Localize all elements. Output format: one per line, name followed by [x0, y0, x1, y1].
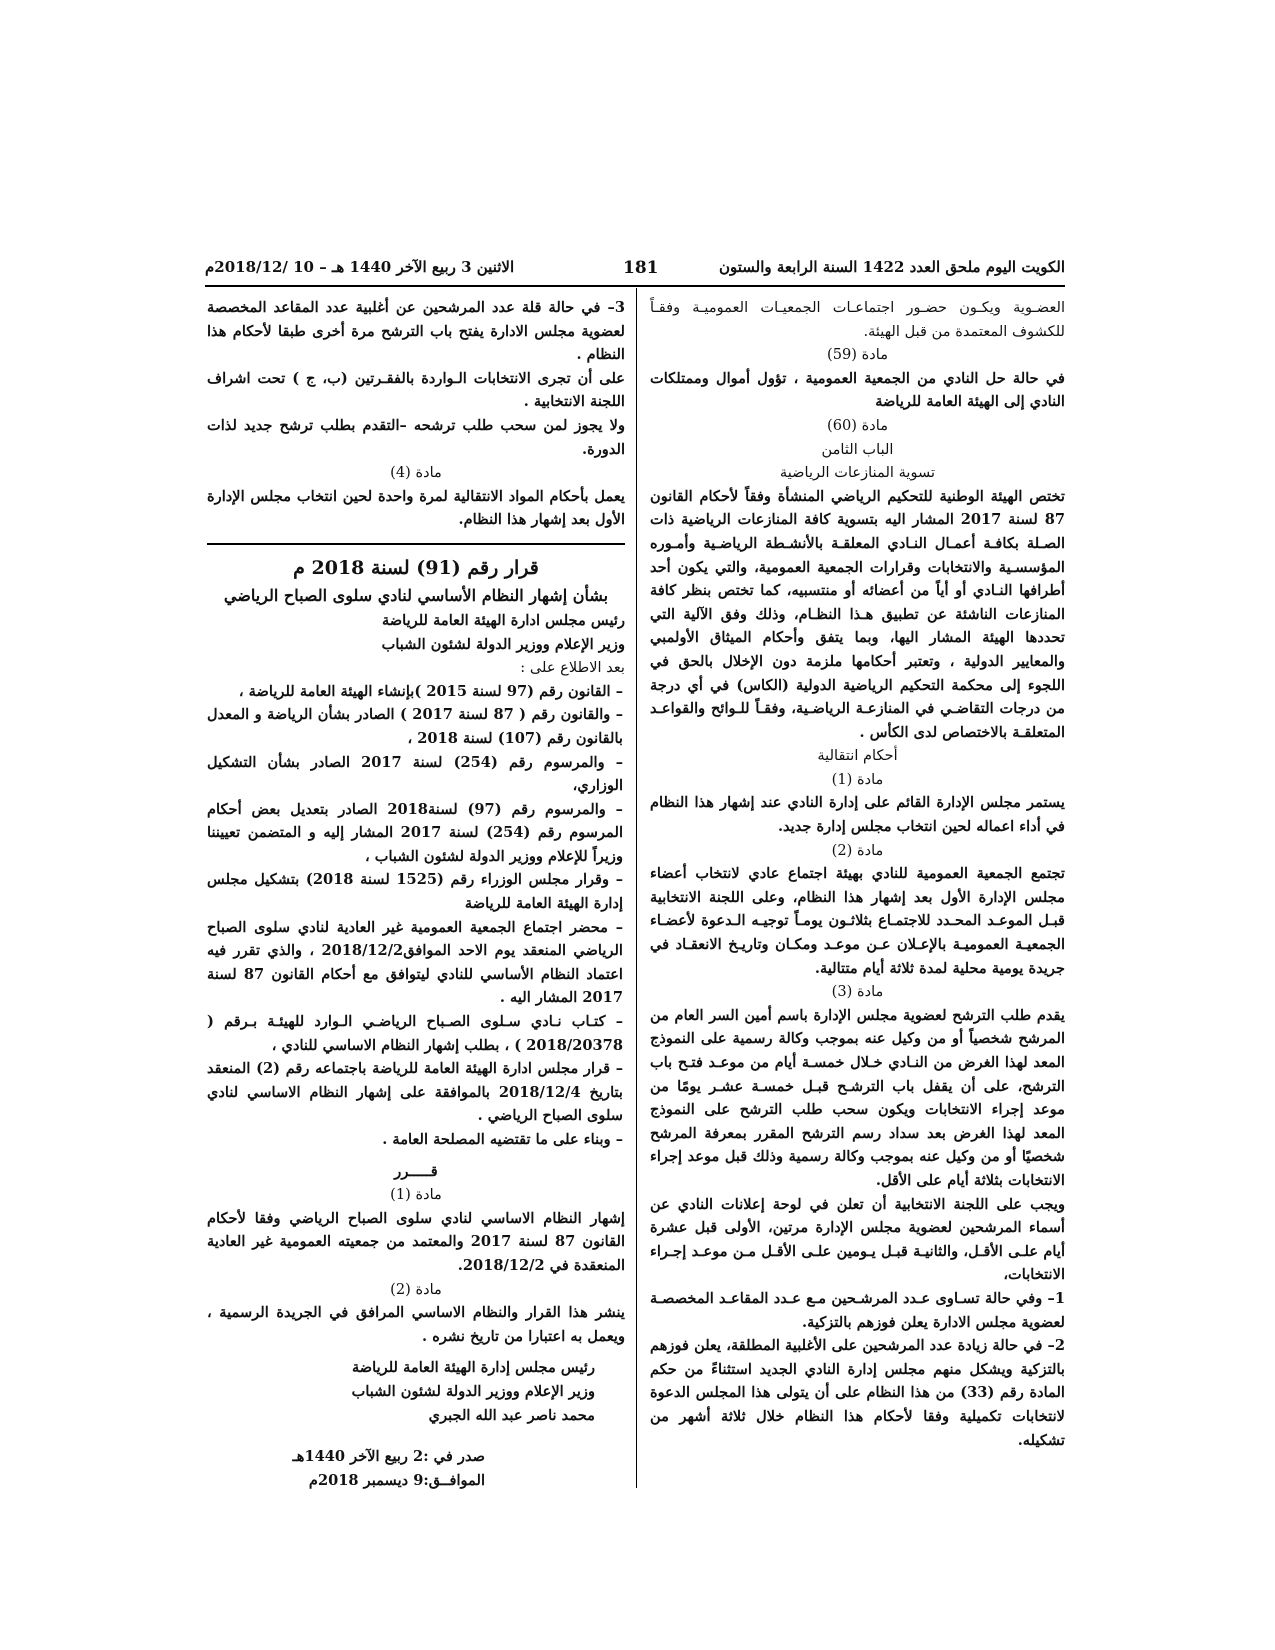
list-item: – والمرسوم رقم (254) لسنة 2017 الصادر بشأن التشكيل الوزاري،: [207, 753, 624, 795]
paragraph: يستمر مجلس الإدارة القائم على إدارة النادي عند إشهار هذا النظام في أداء اعماله لحين انتخاب مجلس إدارة جديد.: [650, 794, 1065, 836]
list-item: – القانون رقم (97 لسنة 2015 )بإنشاء الهيئة العامة للرياضة ،: [238, 682, 623, 700]
list-item: – وقرار مجلس الوزراء رقم (1525 لسنة 2018) بتشكيل مجلس إدارة الهيئة العامة للرياضة: [207, 871, 623, 913]
article-heading: مادة (59): [826, 346, 889, 364]
issuer-line: رئيس مجلس ادارة الهيئة العامة للرياضة: [381, 611, 625, 629]
issuer-line: وزير الإعلام ووزير الدولة لشئون الشباب: [381, 635, 625, 653]
header-date: الاثنين 3 ربيع الآخر 1440 هـ – 10 /2018/12م: [205, 258, 515, 276]
signature-line: رئيس مجلس إدارة الهيئة العامة للرياضة: [351, 1359, 595, 1377]
article-heading: مادة (3): [831, 983, 884, 1001]
paragraph: العضـوية ويكـون حضـور اجتماعـات الجمعيـات العموميـة وفقـاً للكشوف المعتمدة من قبل الهيئة.: [650, 299, 1065, 340]
article-text: ينشر هذا القرار والنظام الاساسي المرافق في الجريدة الرسمية ، ويعمل به اعتبارا من تاريخ نشره .: [207, 1304, 625, 1345]
decree-separator: [207, 543, 625, 545]
issuer-line: بعد الاطلاع على :: [520, 659, 625, 677]
article-heading: مادة (4): [390, 464, 442, 482]
signature-block: [207, 1356, 625, 1427]
list-item: – وبناء على ما تقتضيه المصلحة العامة .: [382, 1131, 623, 1148]
chapter-heading: الباب الثامن: [821, 440, 894, 458]
signature-name: محمد ناصر عبد الله الجبري: [428, 1406, 595, 1424]
page-header: [205, 258, 1065, 280]
right-column: [650, 296, 1065, 1452]
article-heading: مادة (1): [831, 770, 884, 788]
paragraph: 1– وفي حالة تسـاوى عـدد المرشـحين مـع عـدد المقاعـد المخصصـة لعضوية مجلس الادارة يعلن فوزهم بالتزكية.: [650, 1289, 1065, 1331]
article-heading: مادة (60): [826, 416, 889, 434]
section-heading: أحكام انتقالية: [817, 747, 898, 765]
list-item: – كتـاب نـادي سـلوى الصـباح الرياضـي الـوارد للهيئـة بـرقم ( 2018/20378 ) ، بطلب إشهار النظام الاساسي للنادي ،: [207, 1013, 623, 1054]
article-heading: مادة (1): [390, 1186, 442, 1204]
paragraph: يعمل بأحكام المواد الانتقالية لمرة واحدة لحين انتخاب مجلس الإدارة الأول بعد إشهار هذا النظام.: [207, 487, 625, 529]
paragraph: يقدم طلب الترشح لعضوية مجلس الإدارة باسم أمين السر العام من المرشح شخصياً أو من وكيل عنه بموجب وكالة رسمية على النموذج المعد لهذا الغرض من النـادي خـلال خمسـة أيام من موعـد فتـح باب الترشح، على أن يقفل باب الترشـح قبـل خمسـة عشـر يومًا من موعد إجراء الانتخابات ويكون سحب طلب الترشح على النموذج المعد لهذا الغرض بعد سداد رسم الترشح المقرر بمعرفة المرشح شخصيًا أو من وكيل عنه بموجب وكالة رسمية وذلك قبل موعد إجراء الانتخابات بثلاثة أيام على الأقل.: [650, 1006, 1065, 1189]
decree-title: قرار رقم (91) لسنة 2018 م: [293, 556, 539, 579]
paragraph: 2– في حالة زيادة عدد المرشحين على الأغلبية المطلقة، يعلن فوزهم بالتزكية ويشكل منهم مجلس إدارة النادي الجديد استثناءً من حكم المادة رقم (33) من هذا النظام على أن يتولى هذا المجلس الدعوة لانتخابات تكميلية وفقا لأحكام هذا النظام خلال ثلاثة أشهر من تشكيله.: [650, 1337, 1065, 1449]
list-item: – محضر اجتماع الجمعية العمومية غير العادية لنادي سلوى الصباح الرياضي المنعقد يوم الاحد الموافق2018/12/2 ، والذي تقرر فيه اعتماد النظام الأساسي للنادي ليتوافق مع أحكام القانون 87 لسنة 2017 المشار اليه .: [207, 918, 623, 1007]
issue-date-block: [207, 1445, 625, 1492]
paragraph: تختص الهيئة الوطنية للتحكيم الرياضي المنشأة وفقاً لأحكام القانون 87 لسنة 2017 المشار اليه بتسوية كافة المنازعات الرياضية ذات الصـلة بكافـة أعمـال النـادي المعلقـة بالأنشـطة الرياضـية وأمـوره المؤسسـية والانتخابات وقرارات الجمعية العمومية، والتي يكون أحد أطرافها النـادي أو أياً من أعضائه أو منتسبيه، كما تختص بنظر كافة المنازعات الناشئة عن تطبيق هـذا النظـام، وذلك وفق الآلية التي تحددها الهيئة المشار اليها، وبما يتفق وأحكام الميثاق الأولمبي والمعايير الدولية ، وتعتبر أحكامها ملزمة دون الإخلال بالحق في اللجوء إلى محكمة التحكيم الرياضية الدولية (الكاس) في أي درجة من درجات التقاضـي في المنازعـة الرياضـية، وفقـاً للـوائح والقواعـد المتعلقـة بالاختصاص لدى الكأس .: [650, 487, 1065, 741]
issue-date-hijri: صدر في :2 ربيع الآخر 1440هـ: [292, 1448, 485, 1466]
list-item: – قرار مجلس ادارة الهيئة العامة للرياضة باجتماعه رقم (2) المنعقد بتاريخ 2018/12/4 بالموافقة على إشهار النظام الاساسي لنادي سلوى الصباح الرياضي .: [207, 1060, 623, 1125]
article-heading: مادة (2): [831, 841, 884, 859]
paragraph: على أن تجرى الانتخابات الـواردة بالفقـرتين (ب، ج ) تحت اشراف اللجنة الانتخابية .: [207, 369, 625, 411]
column-divider: [636, 288, 637, 1488]
list-item: – والقانون رقم ( 87 لسنة 2017 ) الصادر بشأن الرياضة و المعدل بالقانون رقم (107) لسنة 2018 ،: [207, 706, 623, 747]
left-column: [207, 296, 625, 1492]
chapter-subheading: تسوية المنازعات الرياضية: [779, 464, 936, 482]
paragraph: ولا يجوز لمن سحب طلب ترشحه –التقدم بطلب ترشح جديد لذات الدورة.: [207, 416, 625, 458]
paragraph: 3– في حالة قلة عدد المرشحين عن أغلبية عدد المقاعد المخصصة لعضوية مجلس الادارة يفتح باب الترشح مرة أخرى طبقا لأحكام هذا النظام .: [207, 299, 625, 364]
paragraph: في حالة حل النادي من الجمعية العمومية ، تؤول أموال وممتلكات النادي إلى الهيئة العامة للرياضة: [650, 369, 1065, 411]
paragraph: ويجب على اللجنة الانتخابية أن تعلن في لوحة إعلانات النادي عن أسماء المرشحين لعضوية مجلس الإدارة مرتين، الأولى قبل عشرة أيام علـى الأقـل، والثانيـة قبـل يـومين علـى الأقـل مـن موعـد إجـراء الانتخابات،: [650, 1195, 1065, 1284]
decree-subject: بشأن إشهار النظام الأساسي لنادي سلوى الصباح الرياضي: [223, 585, 609, 605]
header-publication: الكويت اليوم ملحق العدد 1422 السنة الرابعة والستون: [719, 258, 1065, 276]
issue-date-gregorian: الموافــق:9 ديسمبر 2018م: [308, 1471, 485, 1489]
page-number: 181: [623, 258, 659, 278]
header-rule: [205, 285, 1065, 287]
decision-heading: قـــــرر: [394, 1162, 438, 1180]
list-item: – والمرسوم رقم (97) لسنة2018 الصادر بتعديل بعض أحكام المرسوم رقم (254) لسنة 2017 المشار إليه و المتضمن تعييننا وزيراً للإعلام ووزير الدولة لشئون الشباب ،: [207, 800, 623, 865]
article-text: إشهار النظام الاساسي لنادي سلوى الصباح الرياضي وفقا لأحكام القانون 87 لسنة 2017 والمعتمد من جمعيته العمومية غير العادية المنعقدة في 2018/12/2.: [207, 1209, 626, 1274]
paragraph: تجتمع الجمعية العمومية للنادي بهيئة اجتماع عادي لانتخاب أعضاء مجلس الإدارة الأول بعد إشهار هذا النظام، وعلى اللجنة الانتخابية قبـل الموعـد المحـدد للاجتمـاع بثلاثـون يومـاً توجيـه الـدعوة لأعضـاء الجمعيـة العموميـة بالإعـلان عـن موعـد ومكـان وتاريـخ الانعقـاد في جريدة يومية محلية لمدة ثلاثة أيام متتالية.: [650, 865, 1065, 977]
signature-line: وزير الإعلام ووزير الدولة لشئون الشباب: [351, 1382, 595, 1400]
article-heading: مادة (2): [390, 1280, 442, 1298]
